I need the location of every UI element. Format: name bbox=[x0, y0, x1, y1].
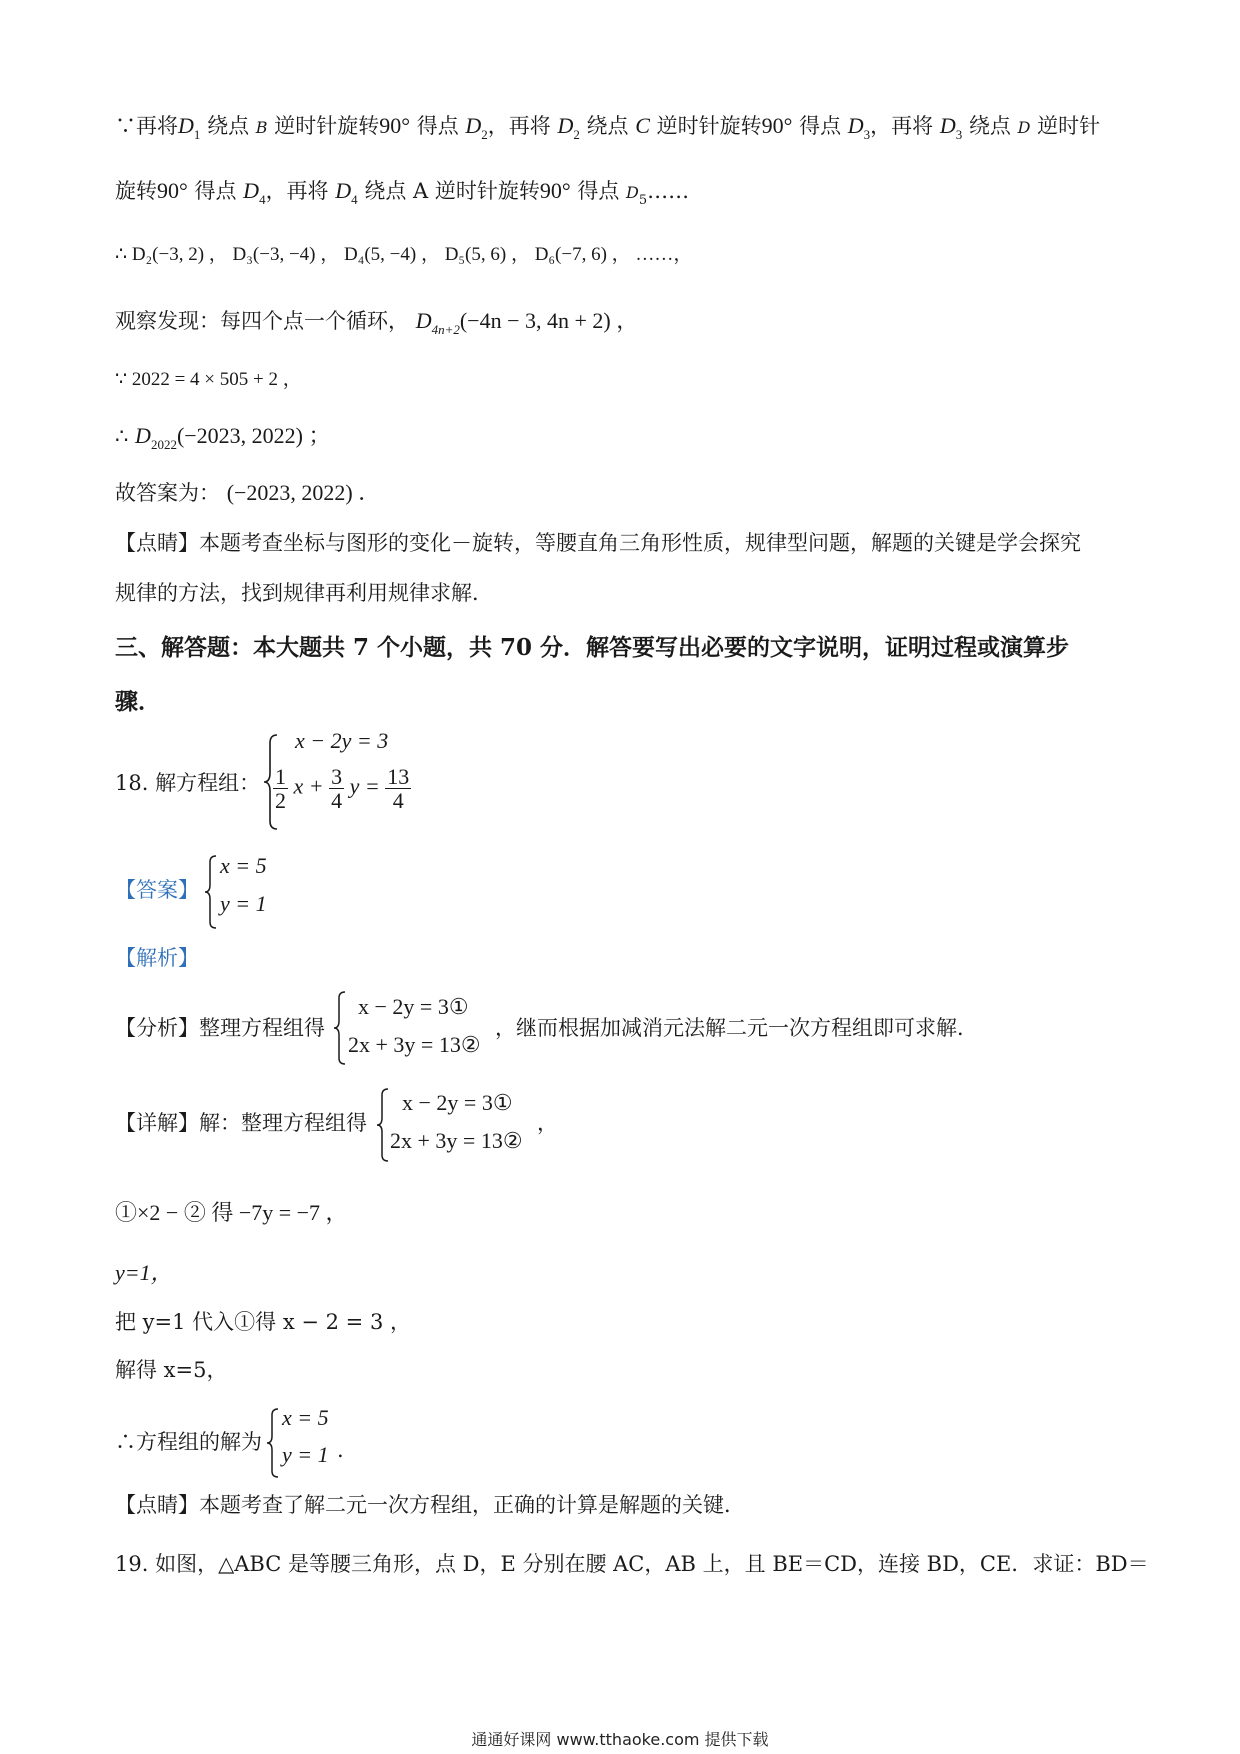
subscript: 3 bbox=[863, 127, 871, 142]
numerator: 3 bbox=[331, 764, 343, 789]
text: 逆时针 bbox=[1030, 114, 1101, 138]
text: 观察发现：每四个点一个循环， bbox=[115, 309, 416, 333]
text: ，再将 bbox=[487, 114, 558, 138]
answer-eq1: x = 5 bbox=[220, 853, 267, 878]
dianjing-tag: 【点睛】 bbox=[115, 1493, 199, 1517]
math-expr: (−4n − 3, 4n + 2) ， bbox=[459, 308, 639, 333]
math-expr: (−2023, 2022) ； bbox=[176, 423, 331, 448]
denominator: 2 bbox=[275, 788, 286, 814]
math-var: D bbox=[557, 113, 574, 138]
fenxi-line bbox=[115, 1018, 325, 1039]
step-5-after: . bbox=[337, 1438, 344, 1462]
section-heading-line-1: 三、解答题：本大题共 7 个小题，共 70 分．解答要写出必要的文字说明，证明过程或演算步 bbox=[115, 634, 1070, 661]
dianjing-18 bbox=[115, 1495, 745, 1516]
subscript: 2022 bbox=[150, 437, 177, 452]
q19-text: 19. 如图，△ABC 是等腰三角形，点 D，E 分别在腰 AC，AB 上，且 BE＝CD，连接 BD，CE．求证：BD＝ bbox=[115, 1552, 1149, 1576]
subscript: 3 bbox=[955, 127, 963, 142]
analysis-tag: 【解析】 bbox=[115, 946, 199, 970]
fenxi-brace bbox=[333, 990, 347, 1066]
step-1: ①×2 − ② 得 −7y = −7 ， bbox=[115, 1200, 348, 1225]
text: 整理方程组得 bbox=[199, 1016, 325, 1040]
text: 绕点 A 逆时针旋转 bbox=[357, 179, 540, 203]
fraction bbox=[385, 765, 411, 812]
text: 绕点 bbox=[962, 114, 1018, 138]
text: 本题考查坐标与图形的变化－旋转，等腰直角三角形性质，规律型问题，解题的关键是学会探究 bbox=[199, 531, 1081, 555]
solution-eq1: x = 5 bbox=[282, 1405, 329, 1430]
math-var: B bbox=[255, 118, 268, 137]
math-var: D bbox=[335, 178, 352, 203]
xiangjie-brace bbox=[376, 1087, 390, 1163]
subscript: 4 bbox=[351, 192, 358, 207]
xiangjie-tag: 【详解】 bbox=[115, 1111, 199, 1135]
text: 得点 bbox=[187, 179, 244, 203]
subscript: 2 bbox=[481, 127, 488, 142]
text: 解：整理方程组得 bbox=[199, 1111, 367, 1135]
step-3: 把 y=1 代入①得 x − 2 = 3 ， bbox=[115, 1310, 411, 1334]
fenxi-after: ，继而根据加减消元法解二元一次方程组即可求解． bbox=[495, 1016, 978, 1040]
text: 本题考查了解二元一次方程组，正确的计算是解题的关键． bbox=[199, 1493, 745, 1517]
math-angle: 90° bbox=[539, 178, 571, 203]
step-2: y=1， bbox=[115, 1260, 173, 1285]
step-5: ∴方程组的解为 bbox=[115, 1430, 262, 1454]
solution-line-4 bbox=[115, 310, 638, 336]
xiangjie-eq2: 2x + 3y = 13② bbox=[390, 1128, 523, 1153]
math-angle: 90° bbox=[379, 113, 411, 138]
q18-eq1: x − 2y = 3 bbox=[295, 728, 389, 753]
text: ，再将 bbox=[265, 179, 336, 203]
subscript: 4 bbox=[259, 192, 266, 207]
math-var: D bbox=[135, 423, 151, 448]
fraction bbox=[329, 765, 344, 812]
math-angle: 90° bbox=[761, 113, 793, 138]
math-var: D bbox=[415, 308, 432, 333]
answer-brace bbox=[204, 854, 218, 930]
numerator: 1 bbox=[275, 764, 286, 789]
answer-tag: 【答案】 bbox=[115, 878, 199, 902]
text: 得点 bbox=[792, 114, 848, 138]
subscript: 1 bbox=[193, 127, 201, 142]
solution-line-3: ∴ D₂(−3, 2) ， D₃(−3, −4) ， D₄(5, −4) ， D₅(5, 6) ， D₆(−7, 6) ， ……， bbox=[115, 244, 693, 265]
q18-label: 18. 解方程组： bbox=[115, 771, 261, 795]
dianjing-17-line-1 bbox=[115, 533, 1081, 554]
math-var: D bbox=[847, 113, 864, 138]
math-var: D bbox=[465, 113, 482, 138]
solution-brace bbox=[266, 1407, 280, 1479]
math-angle: 90° bbox=[157, 178, 188, 203]
section-heading-line-2: 骤． bbox=[115, 688, 161, 715]
subscript: 2 bbox=[573, 127, 580, 142]
text: 逆时针旋转 bbox=[649, 114, 762, 138]
fenxi-eq1: x − 2y = 3① bbox=[358, 994, 469, 1019]
solution-line-1 bbox=[115, 115, 1100, 141]
solution-line-5: ∵ 2022 = 4 × 505 + 2 ， bbox=[115, 369, 302, 390]
subscript: 4n+2 bbox=[431, 322, 460, 337]
xiangjie-after: ， bbox=[537, 1111, 558, 1135]
text: …… bbox=[647, 179, 690, 203]
solution-eq2: y = 1 bbox=[282, 1442, 329, 1467]
fraction bbox=[273, 765, 288, 812]
denominator: 4 bbox=[331, 788, 343, 814]
text: 绕点 bbox=[200, 114, 256, 138]
footer-text: 通通好课网 www.tthaoke.com 提供下载 bbox=[471, 1730, 769, 1749]
text: 得点 bbox=[410, 114, 466, 138]
denominator: 4 bbox=[392, 788, 404, 814]
math-expr: y = bbox=[349, 773, 380, 799]
math-var: D bbox=[626, 183, 639, 202]
answer-eq2: y = 1 bbox=[220, 891, 267, 916]
solution-line-2 bbox=[115, 180, 689, 207]
xiangjie-eq1: x − 2y = 3① bbox=[402, 1090, 513, 1115]
math-expr: (−2023, 2022) ． bbox=[226, 480, 381, 505]
numerator: 13 bbox=[387, 764, 410, 789]
subscript: 5 bbox=[638, 193, 648, 208]
dianjing-tag: 【点睛】 bbox=[115, 531, 199, 555]
math-var: C bbox=[635, 113, 650, 138]
text: 绕点 bbox=[579, 114, 636, 138]
solution-line-7 bbox=[115, 482, 380, 504]
q18-eq2 bbox=[273, 765, 411, 812]
text: ∴ bbox=[115, 424, 136, 448]
xiangjie-line bbox=[115, 1113, 367, 1134]
step-4: 解得 x=5， bbox=[115, 1358, 228, 1382]
dianjing-17-line-2: 规律的方法，找到规律再利用规律求解． bbox=[115, 581, 493, 605]
fenxi-eq2: 2x + 3y = 13② bbox=[348, 1032, 481, 1057]
fenxi-tag: 【分析】 bbox=[115, 1016, 199, 1040]
math-var: D bbox=[939, 113, 956, 138]
math-var: D bbox=[1017, 118, 1031, 137]
text: 逆时针旋转 bbox=[267, 114, 380, 138]
solution-line-6 bbox=[115, 425, 331, 451]
text: ，再将 bbox=[870, 114, 940, 138]
math-expr: x + bbox=[293, 773, 324, 799]
text: 旋转 bbox=[115, 179, 157, 203]
math-var: D bbox=[243, 178, 260, 203]
text: ∵再将 bbox=[115, 114, 178, 138]
text: 得点 bbox=[570, 179, 627, 203]
math-var: D bbox=[178, 113, 194, 138]
text: 故答案为： bbox=[115, 481, 227, 505]
